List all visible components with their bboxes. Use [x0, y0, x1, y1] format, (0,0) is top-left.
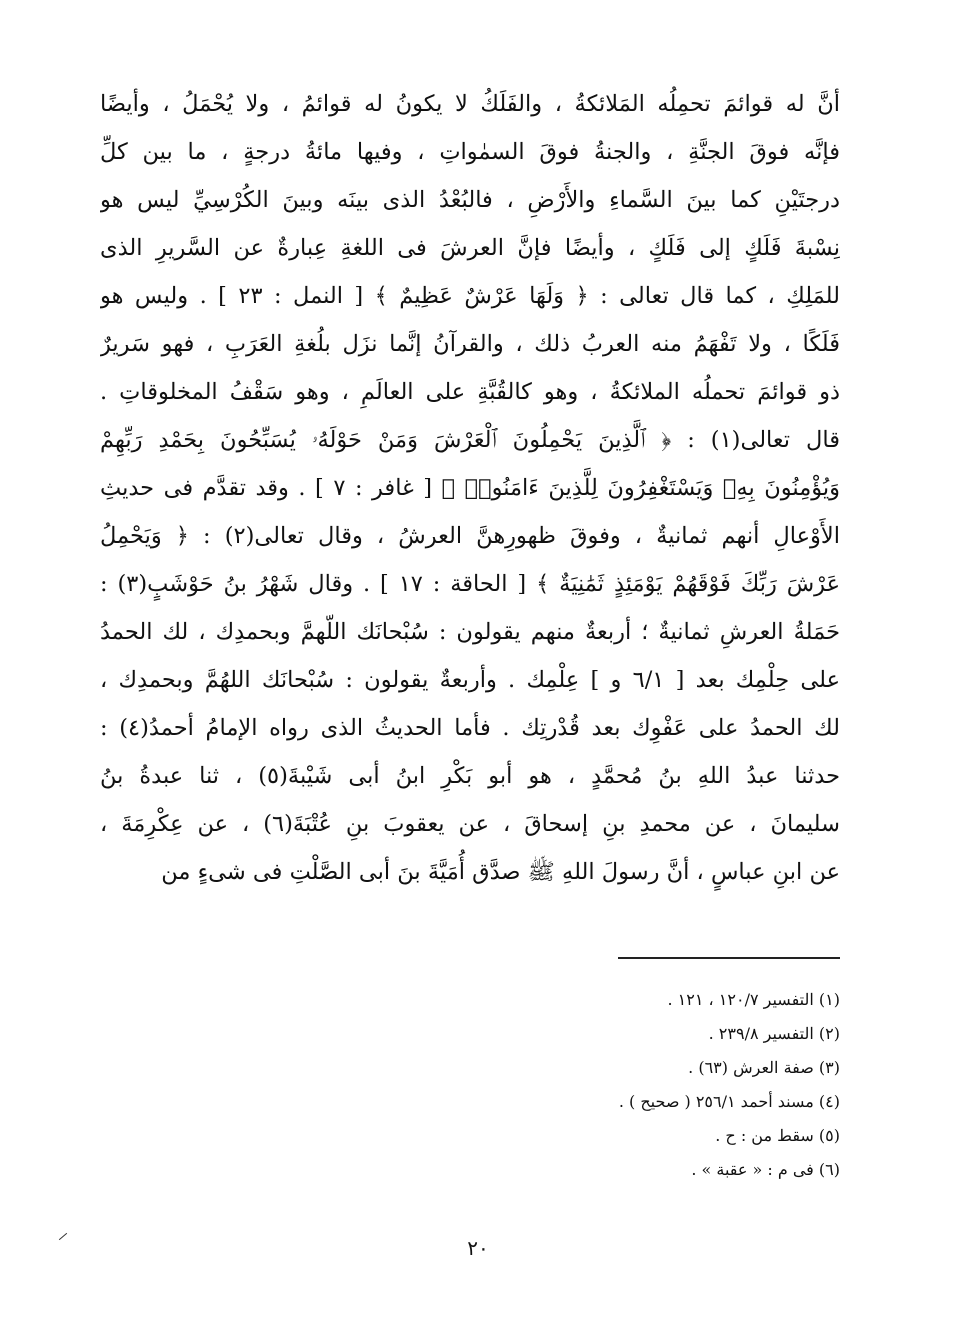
- text-line: الأَوْعالِ أنهم ثمانيةٌ ، وفوقَ ظهورِهنَّ العرشُ ، وقال تعالى(٢) : ﴿ وَيَحْمِلُ: [100, 523, 840, 549]
- text-line: للمَلِكِ ، كما قال تعالى : ﴿ وَلَهَا عَرْشٌ عَظِيمٌ ﴾ [ النمل : ٢٣ ] . وليس هو: [100, 283, 840, 309]
- text-line: عَرْشَ رَبِّكَ فَوْقَهُمْ يَوْمَئِذٍ ثَمَٰنِيَةٌ ﴾ [ الحاقة : ١٧ ] . وقال شَهْرُ بنُ حَوْشَبٍ(٣) :: [100, 571, 840, 597]
- footnote-divider: [618, 957, 840, 959]
- text-line: قال تعالى(١) : ﴿ ٱلَّذِينَ يَحْمِلُونَ ٱلْعَرْشَ وَمَنْ حَوْلَهُۥ يُسَبِّحُونَ بِحَمْدِ رَبِّهِمْ: [100, 427, 840, 453]
- text-line: درجتَيْنِ كما بينَ السَّماءِ والأَرْضِ ، فالبُعْدُ الذى بينَه وبينَ الكُرْسِيِّ ليس هو: [100, 187, 840, 213]
- main-text-block: [100, 80, 840, 896]
- text-line: ذو قوائمَ تحملُه الملائكةُ ، وهو كالقُبَّةِ على العالَمِ ، وهو سَقْفُ المخلوقاتِ .: [100, 379, 840, 405]
- text-line: حدثنا عبدُ اللهِ بنُ مُحمَّدٍ ، هو أبو بَكْرِ ابنُ أبى شَيْبةَ(٥) ، ثنا عبدةُ بنُ: [100, 763, 840, 789]
- footnote: (٤) مسند أحمد ٢٥٦/١ ( صحيح ) .: [618, 1092, 840, 1111]
- text-line: وَيُؤْمِنُونَ بِهِۦ وَيَسْتَغْفِرُونَ لِلَّذِينَ ءَامَنُوا۟ ﴾ [ غافر : ٧ ] . وقد تقدَّم فى حديثِ: [100, 475, 840, 501]
- text-line: نِسْبةَ فَلَكٍ إلى فَلَكٍ ، وأيضًا فإنَّ العرشَ فى اللغةِ عِبارةٌ عن السَّريرِ الذى: [100, 235, 840, 261]
- text-line: حَمَلةُ العرشِ ثمانيةٌ ؛ أربعةٌ منهم يقولون : سُبْحانَك اللّهمَّ وبحمدِك ، لك الحمدُ: [100, 619, 840, 645]
- footnote: (٢) التفسير ٢٣٩/٨ .: [708, 1024, 840, 1043]
- footnote: (١) التفسير ١٢٠/٧ ، ١٢١ .: [667, 990, 840, 1009]
- footnote: (٥) سقط من : ح .: [715, 1126, 840, 1145]
- footnote: (٣) صفة العرش (٦٣) .: [688, 1058, 840, 1077]
- text-line: فإنَّه فوقَ الجنَّةِ ، والجنةُ فوقَ السمٰواتِ ، وفيها مائةُ درجةٍ ، ما بين كلِّ: [100, 139, 840, 165]
- page-number: ٢٠: [467, 1236, 489, 1260]
- margin-mark: [59, 1233, 67, 1240]
- footnote: (٦) فى م : « عقبة » .: [691, 1160, 840, 1179]
- text-line: سليمانَ ، عن محمدِ بنِ إسحاقَ ، عن يعقوبَ بنِ عُتْبَةَ(٦) ، عن عِكْرِمَةَ ،: [100, 811, 840, 837]
- text-line: عن ابنِ عباسٍ ، أنَّ رسولَ اللهِ ﷺ صدَّق أُمَيَّةَ بنَ أبى الصَّلْتِ فى شىءٍ من: [161, 859, 840, 885]
- text-line: فَلَكًا ، ولا تَفْهَمُ منه العربُ ذلك ، والقرآنُ إنَّما نزَل بلُغةِ العَرَبِ ، فهو سَريرٌ: [100, 331, 840, 357]
- text-line: على حِلْمِك بعد [ ٦/١ و ] عِلْمِك . وأربعةٌ يقولون : سُبْحانَك اللهُمَّ وبحمدِك ،: [100, 667, 840, 693]
- text-line: لك الحمدُ على عَفْوِك بعد قُدْرتِك . فأما الحديثُ الذى رواه الإمامُ أحمدُ(٤) :: [100, 715, 840, 741]
- text-line: أنَّ له قوائمَ تحمِلُه المَلائكةُ ، والفَلَكُ لا يكونُ له قوائمُ ، ولا يُحْمَلُ ، وأيضًا: [100, 91, 840, 117]
- footnotes-block: [400, 983, 840, 1187]
